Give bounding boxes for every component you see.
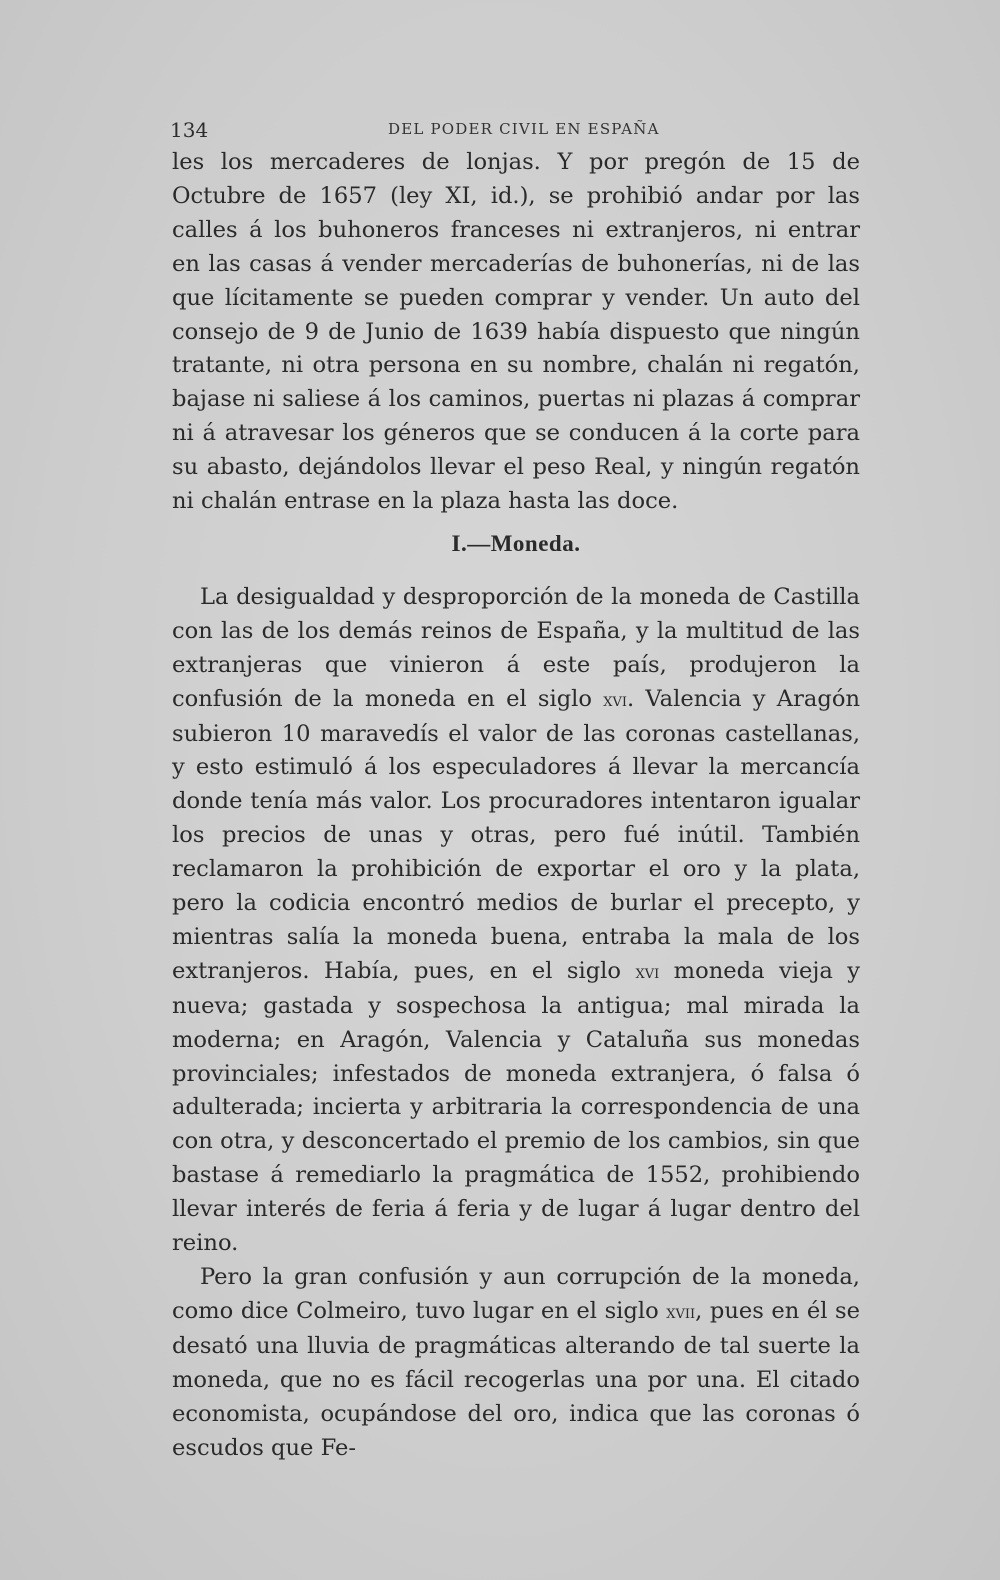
page-header — [170, 118, 860, 142]
paragraph-1: les los mercaderes de lonjas. Y por pregón de 15 de Octubre de 1657 (ley XI, id.), se prohibió andar por las calles á los buhoneros franceses ni extranjeros, ni entrar en las casas á vender mercaderías de buhonerías, ni de las que lícitamente se pueden comprar y vender. Un auto del consejo de 9 de Junio de 1639 había dispuesto que ningún tratante, ni otra persona en su nombre, chalán ni regatón, bajase ni saliese á los caminos, puertas ni plazas á comprar ni á atravesar los géneros que se conducen á la corte para su abasto, dejándolos llevar el peso Real, y ningún regatón ni chalán entrase en la plaza hasta las doce. — [172, 149, 860, 515]
paragraph-3-part-b: , pues en él se desató una lluvia de pragmáticas alterando de tal suerte la moneda, que no es fácil recogerlas una por una. El citado economista, ocupándose del oro, indica que las coronas ó escudos que Fe- — [172, 1297, 860, 1461]
section-heading: I.—Moneda. — [451, 530, 581, 556]
page-number: 134 — [170, 118, 209, 142]
paragraph-3 — [172, 1261, 860, 1465]
century-numeral: xvi — [635, 960, 660, 983]
century-numeral: xvi — [603, 688, 627, 711]
running-title: DEL PODER CIVIL EN ESPAÑA — [388, 120, 660, 138]
paragraph-2-part-c: moneda vieja y nueva; gastada y sospechosa la antigua; mal mirada la moderna; en Aragón, Valencia y Cataluña sus monedas provinciales; infestados de moneda extranjera, ó falsa ó adulterada; incierta y arbitraria la correspondencia de una con otra, y desconcertado el premio de los cambios, sin que bastase á remediarlo la pragmática de 1552, prohibiendo llevar interés de feria á feria y de lugar á lugar dentro del reino. — [172, 957, 860, 1257]
paragraph-2-part-b: . Valencia y Aragón subieron 10 maravedís el valor de las coronas castellanas, y esto estimuló á los especuladores á llevar la mercancía donde tenía más valor. Los procuradores intentaron igualar los precios de unas y otras, pero fué inútil. También reclamaron la prohibición de exportar el oro y la plata, pero la codicia encontró medios de burlar el precepto, y mientras salía la moneda buena, entraba la mala de los extranjeros. Había, pues, en el siglo — [172, 685, 860, 984]
paragraph-2-part-a: La desigualdad y desproporción de la moneda de Castilla con las de los demás reinos de España, y la multitud de las extranjeras que vinieron á este país, produjeron la confusión de la moneda en el siglo — [172, 583, 860, 712]
body-text — [172, 146, 860, 1465]
century-numeral: xvii — [666, 1300, 696, 1323]
paragraph-3-part-a: Pero la gran confusión y aun corrupción de la moneda, como dice Colmeiro, tuvo lugar en el siglo — [172, 1264, 860, 1324]
paragraph-2 — [172, 581, 860, 1261]
